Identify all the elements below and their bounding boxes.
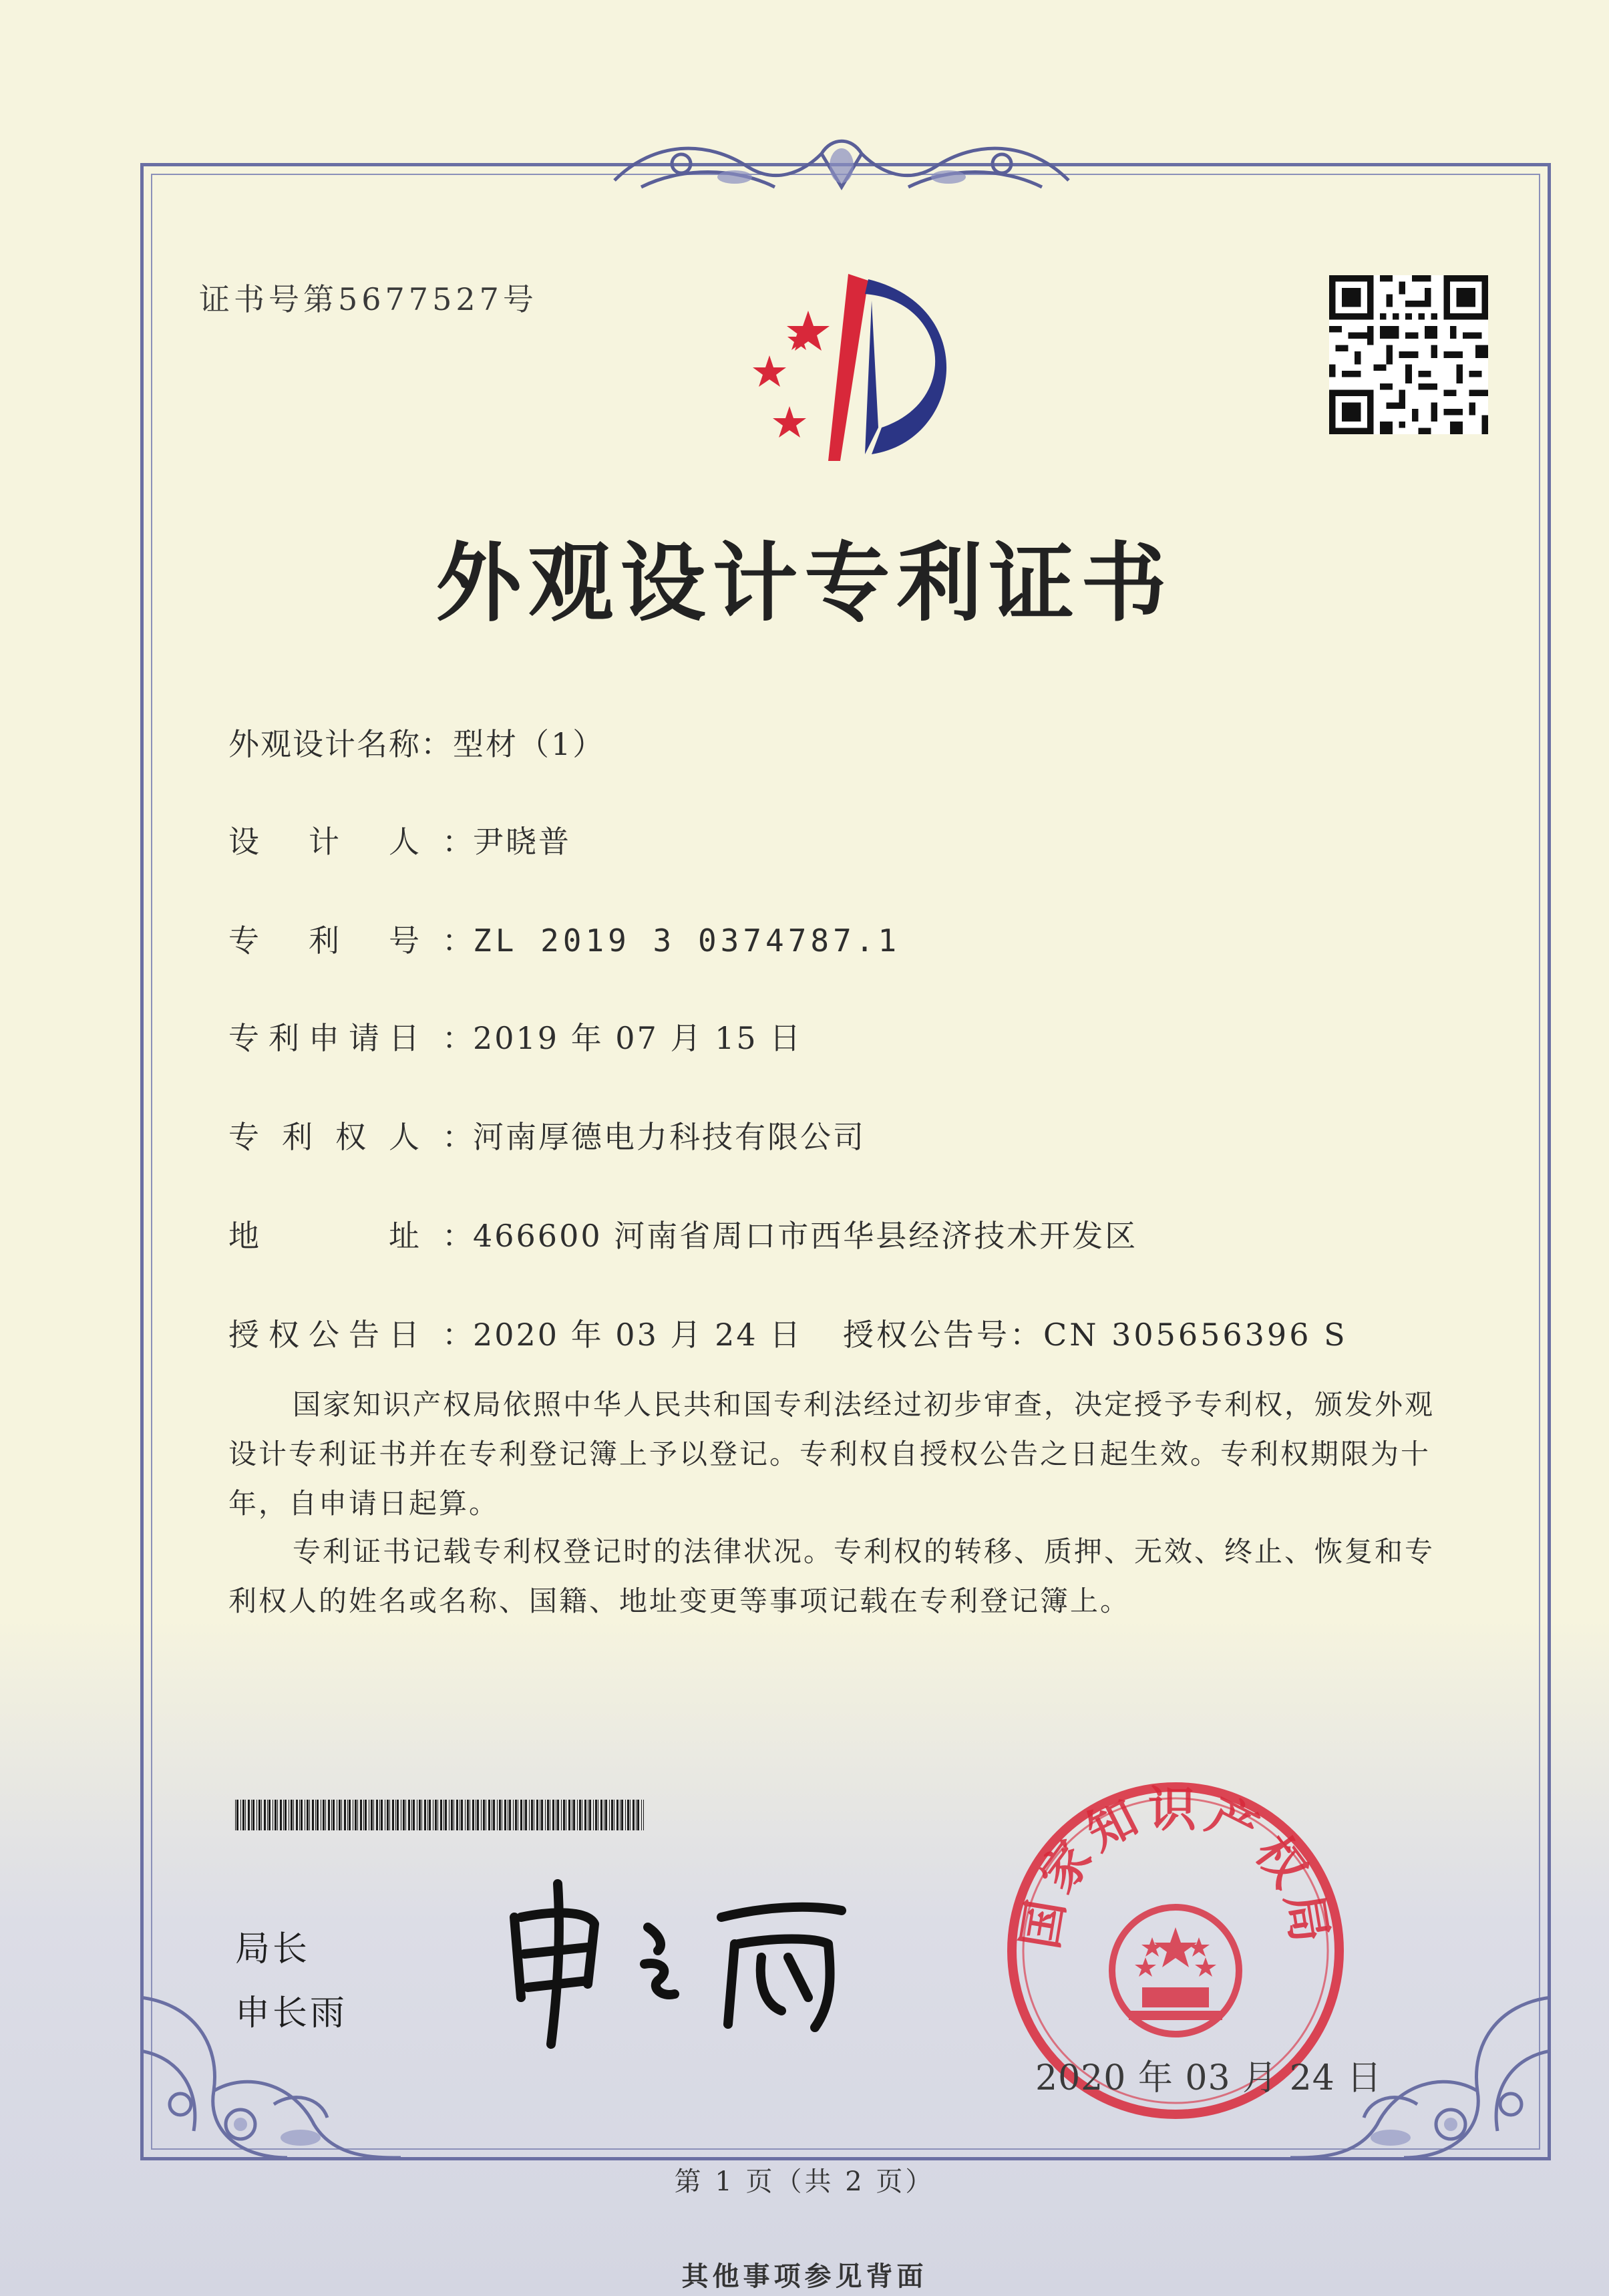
designer-label: 设计人	[228, 824, 422, 860]
field-application-date	[228, 1014, 802, 1058]
director-name: 申长雨	[235, 1993, 348, 2033]
back-note: 其他事项参见背面	[681, 2261, 928, 2292]
grant-number-value: CN 305656396 S	[1043, 1317, 1348, 1353]
patentee-colon: ：	[442, 1119, 473, 1155]
qr-code-icon	[1329, 275, 1488, 434]
address-value: 466600 河南省周口市西华县经济技术开发区	[473, 1218, 1138, 1254]
director-block	[235, 1917, 347, 2045]
signature-icon	[494, 1870, 868, 2058]
design-name-value: 型材（1）	[453, 726, 606, 762]
grant-date-colon: ：	[442, 1317, 473, 1353]
patent-number-label: 专利号	[228, 923, 422, 959]
patentee-label: 专利权人	[228, 1119, 422, 1155]
grant-date-value: 2020 年 03 月 24 日	[473, 1317, 803, 1353]
field-address	[228, 1212, 1137, 1256]
application-date-colon: ：	[442, 1020, 473, 1056]
patentee-value: 河南厚德电力科技有限公司	[473, 1119, 866, 1155]
director-title: 局长	[235, 1929, 311, 1969]
field-grant-date	[228, 1311, 802, 1355]
patent-number-colon: ：	[442, 923, 473, 959]
field-design-name	[228, 720, 605, 764]
certificate-title: 外观设计专利证书	[435, 533, 1174, 633]
designer-value: 尹晓普	[473, 824, 571, 860]
address-colon: ：	[442, 1218, 473, 1254]
design-name-label: 外观设计名称：	[228, 726, 453, 762]
grant-number-label: 授权公告号：	[843, 1317, 1043, 1353]
address-label: 地址	[228, 1218, 422, 1254]
page-number: 第 1 页（共 2 页）	[674, 2166, 935, 2197]
signature-text: 申长雨	[681, 2055, 683, 2056]
field-designer	[228, 818, 571, 862]
application-date-label: 专利申请日	[228, 1020, 422, 1056]
svg-text:国家知识产权局	[1012, 1781, 1340, 1953]
legal-paragraph-1: 国家知识产权局依照中华人民共和国专利法经过初步审查，决定授予专利权，颁发外观设计专利证书并在专利登记簿上予以登记。专利权自授权公告之日起生效。专利权期限为十年，自申请日起算。	[228, 1388, 1435, 1520]
seal-text: 国家知识产权局	[1011, 1781, 1340, 1953]
field-grant-number	[843, 1311, 1348, 1355]
designer-colon: ：	[442, 824, 473, 860]
grant-date-label: 授权公告日	[228, 1317, 422, 1353]
legal-paragraph-2: 专利证书记载专利权登记时的法律状况。专利权的转移、质押、无效、终止、恢复和专利权人的姓名或名称、国籍、地址变更等事项记载在专利登记簿上。	[228, 1535, 1435, 1617]
patent-number-value: ZL 2019 3 0374787.1	[473, 923, 901, 959]
patent-emblem-icon	[728, 267, 982, 468]
top-ornament-icon	[601, 127, 1082, 207]
field-patent-number	[228, 917, 900, 961]
barcode-icon	[235, 1800, 644, 1830]
application-date-value: 2019 年 07 月 15 日	[473, 1020, 803, 1056]
seal-date: 2020 年 03 月 24 日	[1035, 2058, 1383, 2098]
certificate-number: 证书号第5677527号	[199, 281, 538, 317]
field-patentee	[228, 1113, 866, 1157]
